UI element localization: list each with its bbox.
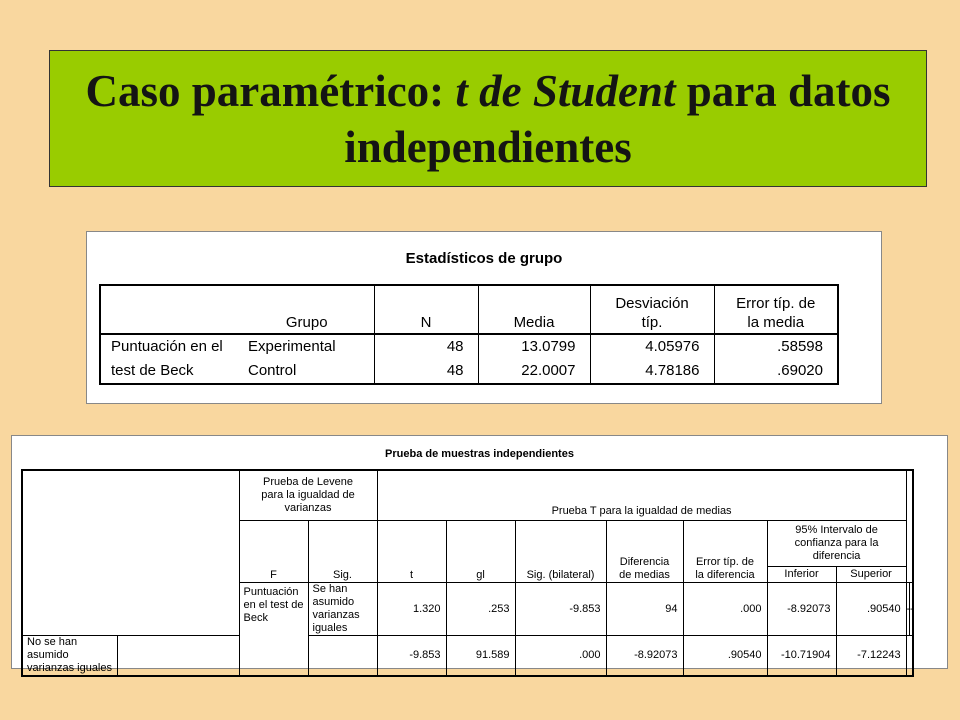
row-grupo: Control [240,359,374,384]
table-row [22,636,913,677]
col-superior: Superior [836,567,906,583]
row-media: 13.0799 [478,334,590,359]
row-n: 48 [374,359,478,384]
ci-header: 95% Intervalo de confianza para la diferencia [767,521,906,567]
cell-inferior: -10.71904 [767,636,836,677]
indep-test-table [21,469,914,677]
header-corner [22,470,239,636]
cell-t: -9.853 [377,636,446,677]
levene-header: Prueba de Levene para la igualdad de varianzas [239,470,377,521]
group-stats-table [99,284,839,385]
ttest-header: Prueba T para la igualdad de medias [377,470,906,521]
header-n: N [374,285,478,334]
group-stats-title: Estadísticos de grupo [405,250,563,267]
header-row-1 [22,470,913,521]
assumption-label: No se han asumido varianzas iguales [22,636,117,677]
col-sig: Sig. [308,521,377,583]
col-diferencia: Diferencia de medias [606,521,683,583]
cell-f: 1.320 [377,583,446,636]
row-desv: 4.78186 [590,359,714,384]
cell-sig-bilateral: .000 [515,636,606,677]
cell-sig [308,636,377,677]
header-media: Media [478,285,590,334]
header-desviacion: Desviación típ. [590,285,714,334]
cell-superior: -7.12243 [836,636,906,677]
col-inferior: Inferior [767,567,836,583]
indep-test-title: Prueba de muestras independientes [385,448,574,460]
col-gl: gl [446,521,515,583]
assumption-label: Se han asumido varianzas iguales [308,583,377,636]
title-part2: para datos independientes [344,65,891,172]
group-stats-panel [86,231,882,404]
title-part1: Caso paramétrico: [85,65,456,116]
cell-f [117,636,239,677]
header-grupo: Grupo [240,285,374,334]
col-f: F [239,521,308,583]
title-italic: t de Student [455,65,676,116]
cell-superior [910,583,913,636]
row-desv: 4.05976 [590,334,714,359]
slide-title [49,50,927,187]
header-blank [100,285,240,334]
cell-diferencia: -8.92073 [767,583,836,636]
col-t: t [377,521,446,583]
cell-error: .90540 [683,636,767,677]
cell-diferencia: -8.92073 [606,636,683,677]
row-err: .69020 [714,359,838,384]
row-grupo: Experimental [248,338,336,355]
col-error: Error típ. de la diferencia [683,521,767,583]
col-sig-bilateral: Sig. (bilateral) [515,521,606,583]
cell-error: .90540 [836,583,906,636]
cell-t: -9.853 [515,583,606,636]
group-stats-header-row [100,285,838,334]
cell-sig: .253 [446,583,515,636]
header-error: Error típ. de la media [714,285,838,334]
row-n: 48 [374,334,478,359]
variable-label: Puntuación en el test de Beck [239,583,308,677]
row-err: .58598 [714,334,838,359]
cell-gl: 91.589 [446,636,515,677]
cell-gl: 94 [606,583,683,636]
row-media: 22.0007 [478,359,590,384]
cell-sig-bilateral: .000 [683,583,767,636]
table-row [100,334,838,359]
variable-label: Puntuación en el test de Beck [100,334,240,384]
indep-test-panel [11,435,948,674]
